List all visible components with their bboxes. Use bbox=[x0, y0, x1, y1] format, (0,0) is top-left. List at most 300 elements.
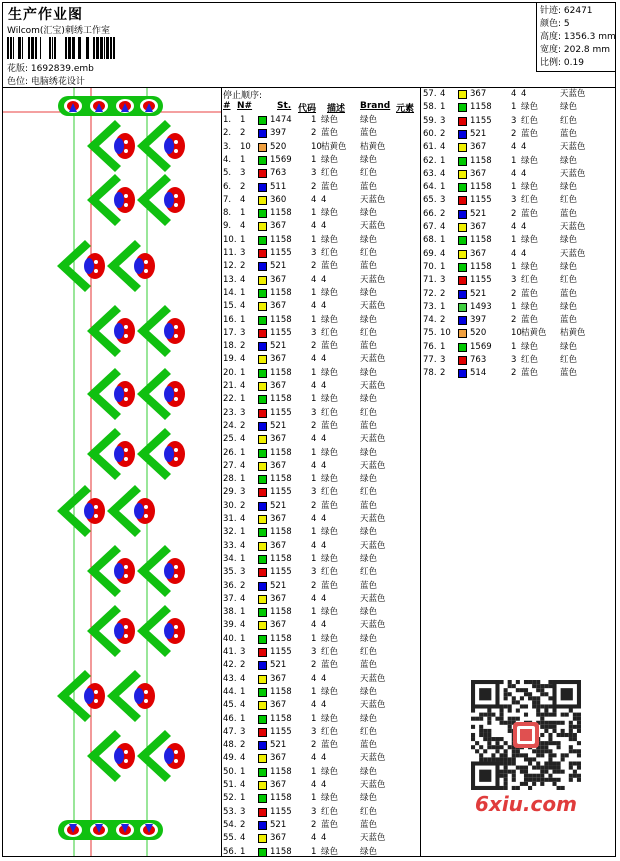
row-number: 24. bbox=[223, 420, 237, 431]
row-needle: 1 bbox=[440, 341, 446, 352]
color-swatch bbox=[458, 157, 467, 166]
row-code: 367 bbox=[270, 301, 287, 312]
color-swatch bbox=[258, 701, 267, 710]
color-swatch bbox=[258, 808, 267, 817]
table-row bbox=[223, 739, 417, 752]
color-swatch bbox=[258, 276, 267, 285]
row-code: 1158 bbox=[270, 527, 292, 538]
row-stitch: 1 bbox=[311, 793, 317, 804]
row-stitch: 1 bbox=[511, 102, 517, 113]
row-code: 1158 bbox=[270, 633, 292, 644]
color-swatch bbox=[258, 768, 267, 777]
row-number: 73. bbox=[423, 301, 437, 312]
row-desc: 4 bbox=[321, 540, 327, 551]
color-swatch bbox=[258, 635, 267, 644]
color-swatch bbox=[258, 728, 267, 737]
row-brand: 绿色 bbox=[560, 301, 578, 312]
header-desc: 描述 bbox=[327, 104, 346, 114]
table-row bbox=[223, 819, 417, 832]
table-row bbox=[223, 274, 417, 287]
table-row bbox=[223, 420, 417, 433]
row-brand: 天蓝色 bbox=[360, 514, 386, 524]
row-number: 52. bbox=[223, 793, 237, 804]
row-desc: 绿色 bbox=[321, 713, 339, 724]
table-row bbox=[223, 367, 417, 380]
row-number: 56. bbox=[223, 846, 237, 857]
row-stitch: 1 bbox=[311, 553, 317, 564]
row-desc: 红色 bbox=[321, 726, 339, 737]
row-desc: 4 bbox=[321, 460, 327, 471]
row-stitch: 3 bbox=[511, 115, 517, 126]
row-stitch: 4 bbox=[311, 381, 317, 391]
color-swatch bbox=[258, 422, 267, 431]
color-swatch bbox=[258, 555, 267, 564]
header-num: # bbox=[223, 101, 231, 111]
row-needle: 1 bbox=[440, 235, 446, 246]
row-brand: 绿色 bbox=[360, 766, 378, 777]
color-swatch bbox=[258, 169, 267, 178]
row-needle: 2 bbox=[240, 660, 246, 671]
table-row bbox=[423, 234, 617, 247]
row-needle: 1 bbox=[440, 182, 446, 193]
row-brand: 红色 bbox=[360, 567, 378, 578]
row-stitch: 4 bbox=[311, 460, 317, 471]
row-code: 1158 bbox=[270, 713, 292, 724]
color-swatch bbox=[258, 355, 267, 364]
header-st: St. bbox=[277, 101, 292, 111]
row-code: 367 bbox=[270, 673, 287, 684]
row-code: 397 bbox=[270, 128, 287, 139]
row-desc: 绿色 bbox=[321, 846, 339, 857]
row-stitch: 2 bbox=[311, 420, 317, 431]
row-brand: 天蓝色 bbox=[560, 222, 586, 232]
row-number: 55. bbox=[223, 833, 237, 844]
header-n: N# bbox=[237, 101, 253, 111]
row-number: 66. bbox=[423, 208, 437, 219]
row-brand: 蓝色 bbox=[360, 580, 378, 591]
row-brand: 红色 bbox=[560, 355, 578, 365]
row-stitch: 2 bbox=[511, 128, 517, 139]
row-needle: 2 bbox=[240, 819, 246, 830]
row-number: 25. bbox=[223, 434, 237, 445]
row-stitch: 4 bbox=[311, 620, 317, 631]
row-desc: 蓝色 bbox=[321, 500, 339, 511]
table-row bbox=[223, 114, 417, 127]
row-stitch: 4 bbox=[311, 194, 317, 205]
row-desc: 绿色 bbox=[321, 633, 339, 644]
row-brand: 绿色 bbox=[560, 155, 578, 166]
row-needle: 1 bbox=[240, 234, 246, 245]
row-desc: 红色 bbox=[521, 275, 539, 286]
row-stitch: 1 bbox=[511, 182, 517, 193]
row-number: 10. bbox=[223, 234, 237, 245]
row-brand: 天蓝色 bbox=[360, 301, 386, 312]
row-brand: 绿色 bbox=[560, 261, 578, 272]
color-swatch bbox=[258, 542, 267, 551]
row-number: 77. bbox=[423, 355, 437, 365]
row-number: 32. bbox=[223, 527, 237, 538]
row-code: 1493 bbox=[470, 301, 492, 312]
row-stitch: 3 bbox=[311, 248, 317, 258]
row-number: 5. bbox=[223, 168, 232, 179]
row-code: 1569 bbox=[470, 341, 492, 352]
color-swatch bbox=[258, 675, 267, 684]
row-needle: 4 bbox=[240, 301, 246, 312]
table-row bbox=[223, 553, 417, 566]
row-desc: 红色 bbox=[321, 248, 339, 258]
row-desc: 4 bbox=[521, 89, 527, 99]
row-brand: 红色 bbox=[560, 195, 578, 206]
table-row bbox=[223, 806, 417, 819]
page-title: 生产作业图 bbox=[8, 7, 83, 23]
row-code: 1158 bbox=[470, 182, 492, 193]
row-code: 514 bbox=[470, 368, 487, 379]
color-swatch bbox=[258, 116, 267, 125]
row-brand: 天蓝色 bbox=[360, 780, 386, 790]
row-desc: 蓝色 bbox=[521, 315, 539, 326]
table-row bbox=[223, 513, 417, 526]
row-desc: 4 bbox=[321, 673, 327, 684]
row-needle: 1 bbox=[240, 287, 246, 298]
row-brand: 绿色 bbox=[360, 527, 378, 538]
row-needle: 2 bbox=[240, 341, 246, 352]
table-row bbox=[423, 101, 617, 114]
row-needle: 1 bbox=[240, 367, 246, 378]
table-row bbox=[223, 699, 417, 712]
row-needle: 3 bbox=[240, 407, 246, 418]
color-swatch bbox=[258, 209, 267, 218]
row-number: 43. bbox=[223, 673, 237, 684]
row-code: 521 bbox=[270, 819, 287, 830]
color-position-label: 色位: 电脑绣花设计 bbox=[7, 77, 85, 87]
row-needle: 1 bbox=[240, 208, 246, 219]
row-brand: 天蓝色 bbox=[360, 753, 386, 764]
color-swatch bbox=[458, 329, 467, 338]
row-number: 13. bbox=[223, 274, 237, 285]
row-code: 367 bbox=[270, 620, 287, 631]
row-desc: 4 bbox=[321, 620, 327, 631]
row-stitch: 1 bbox=[511, 341, 517, 352]
row-brand: 蓝色 bbox=[560, 128, 578, 139]
row-code: 367 bbox=[470, 222, 487, 232]
color-swatch bbox=[258, 183, 267, 192]
row-brand: 绿色 bbox=[360, 367, 378, 378]
row-needle: 4 bbox=[440, 142, 446, 153]
row-code: 367 bbox=[470, 89, 487, 99]
table-row bbox=[223, 127, 417, 140]
row-code: 1155 bbox=[470, 115, 492, 126]
row-stitch: 4 bbox=[311, 540, 317, 551]
row-number: 46. bbox=[223, 713, 237, 724]
color-swatch bbox=[458, 210, 467, 219]
row-desc: 绿色 bbox=[321, 394, 339, 405]
row-code: 521 bbox=[270, 500, 287, 511]
row-code: 1155 bbox=[270, 567, 292, 578]
row-number: 7. bbox=[223, 194, 232, 205]
row-needle: 1 bbox=[440, 261, 446, 272]
table-row bbox=[223, 300, 417, 313]
row-brand: 绿色 bbox=[360, 287, 378, 298]
row-stitch: 1 bbox=[311, 115, 317, 125]
row-stitch: 2 bbox=[511, 208, 517, 219]
row-brand: 绿色 bbox=[360, 846, 378, 857]
color-swatch bbox=[258, 661, 267, 670]
row-stitch: 1 bbox=[311, 607, 317, 618]
row-stitch: 1 bbox=[311, 686, 317, 697]
row-needle: 2 bbox=[240, 128, 246, 139]
row-code: 1158 bbox=[270, 208, 292, 219]
row-stitch: 3 bbox=[311, 327, 317, 338]
table-row bbox=[223, 526, 417, 539]
row-number: 54. bbox=[223, 819, 237, 830]
row-number: 42. bbox=[223, 660, 237, 671]
row-desc: 蓝色 bbox=[321, 660, 339, 671]
row-stitch: 1 bbox=[311, 367, 317, 378]
table-row bbox=[423, 354, 617, 367]
row-stitch: 2 bbox=[511, 368, 517, 379]
row-needle: 3 bbox=[240, 647, 246, 657]
row-brand: 绿色 bbox=[360, 154, 378, 165]
row-stitch: 4 bbox=[311, 354, 317, 365]
row-code: 367 bbox=[270, 221, 287, 232]
row-brand: 蓝色 bbox=[360, 819, 378, 830]
color-swatch bbox=[458, 143, 467, 152]
row-desc: 绿色 bbox=[321, 447, 339, 458]
row-needle: 4 bbox=[240, 753, 246, 764]
table-row bbox=[223, 566, 417, 579]
row-brand: 蓝色 bbox=[560, 368, 578, 379]
color-swatch bbox=[458, 263, 467, 272]
row-needle: 1 bbox=[240, 793, 246, 804]
table-row bbox=[423, 314, 617, 327]
row-code: 367 bbox=[270, 700, 287, 711]
row-brand: 绿色 bbox=[360, 713, 378, 724]
row-desc: 4 bbox=[321, 221, 327, 232]
color-swatch bbox=[258, 834, 267, 843]
row-number: 35. bbox=[223, 567, 237, 578]
table-row bbox=[423, 248, 617, 261]
row-stitch: 1 bbox=[311, 846, 317, 857]
color-swatch bbox=[258, 475, 267, 484]
row-needle: 2 bbox=[240, 500, 246, 511]
color-swatch bbox=[458, 236, 467, 245]
row-desc: 红色 bbox=[321, 647, 339, 657]
row-desc: 绿色 bbox=[321, 527, 339, 538]
row-code: 1158 bbox=[270, 766, 292, 777]
row-desc: 4 bbox=[521, 168, 527, 179]
row-stitch: 4 bbox=[311, 514, 317, 524]
row-number: 36. bbox=[223, 580, 237, 591]
row-number: 45. bbox=[223, 700, 237, 711]
row-code: 1158 bbox=[470, 261, 492, 272]
row-brand: 绿色 bbox=[360, 553, 378, 564]
row-brand: 红色 bbox=[360, 647, 378, 657]
row-number: 21. bbox=[223, 381, 237, 391]
row-needle: 3 bbox=[240, 726, 246, 737]
row-desc: 绿色 bbox=[521, 301, 539, 312]
row-code: 1158 bbox=[270, 474, 292, 485]
row-brand: 天蓝色 bbox=[360, 673, 386, 684]
row-number: 48. bbox=[223, 740, 237, 751]
row-number: 57. bbox=[423, 89, 437, 99]
row-number: 49. bbox=[223, 753, 237, 764]
row-number: 68. bbox=[423, 235, 437, 246]
row-brand: 蓝色 bbox=[560, 288, 578, 299]
color-count: 颜色: 5 bbox=[540, 19, 570, 29]
color-swatch bbox=[458, 290, 467, 299]
row-needle: 3 bbox=[440, 355, 446, 365]
row-number: 9. bbox=[223, 221, 232, 232]
row-stitch: 2 bbox=[511, 315, 517, 326]
row-desc: 蓝色 bbox=[521, 288, 539, 299]
row-brand: 蓝色 bbox=[360, 740, 378, 751]
row-desc: 绿色 bbox=[521, 182, 539, 193]
row-desc: 绿色 bbox=[321, 208, 339, 219]
row-stitch: 3 bbox=[511, 355, 517, 365]
row-needle: 4 bbox=[240, 540, 246, 551]
color-swatch bbox=[458, 343, 467, 352]
row-desc: 绿色 bbox=[521, 155, 539, 166]
row-stitch: 2 bbox=[311, 341, 317, 352]
row-needle: 1 bbox=[240, 447, 246, 458]
row-desc: 4 bbox=[321, 194, 327, 205]
row-needle: 2 bbox=[240, 580, 246, 591]
color-swatch bbox=[458, 356, 467, 365]
row-desc: 绿色 bbox=[521, 235, 539, 246]
header-elem: 元素 bbox=[396, 104, 415, 114]
row-code: 367 bbox=[470, 168, 487, 179]
row-desc: 4 bbox=[321, 274, 327, 285]
row-desc: 红色 bbox=[321, 567, 339, 578]
row-code: 367 bbox=[470, 142, 487, 153]
row-desc: 4 bbox=[321, 833, 327, 844]
table-row bbox=[223, 846, 417, 859]
row-needle: 1 bbox=[240, 713, 246, 724]
table-row bbox=[423, 181, 617, 194]
row-brand: 蓝色 bbox=[560, 315, 578, 326]
row-stitch: 10 bbox=[511, 328, 522, 339]
row-needle: 1 bbox=[240, 527, 246, 538]
row-desc: 绿色 bbox=[321, 553, 339, 564]
row-number: 63. bbox=[423, 168, 437, 179]
table-row bbox=[223, 340, 417, 353]
table-row bbox=[223, 580, 417, 593]
color-swatch bbox=[258, 595, 267, 604]
row-number: 41. bbox=[223, 647, 237, 657]
row-desc: 4 bbox=[321, 381, 327, 391]
row-number: 67. bbox=[423, 222, 437, 232]
row-stitch: 1 bbox=[311, 287, 317, 298]
color-swatch bbox=[258, 821, 267, 830]
row-number: 12. bbox=[223, 261, 237, 272]
table-row bbox=[423, 88, 617, 101]
table-row bbox=[423, 221, 617, 234]
table-row bbox=[223, 393, 417, 406]
color-swatch bbox=[258, 196, 267, 205]
row-number: 72. bbox=[423, 288, 437, 299]
color-swatch bbox=[458, 223, 467, 232]
row-desc: 蓝色 bbox=[321, 181, 339, 192]
row-number: 2. bbox=[223, 128, 232, 139]
row-number: 37. bbox=[223, 593, 237, 604]
row-stitch: 3 bbox=[311, 567, 317, 578]
row-brand: 蓝色 bbox=[360, 500, 378, 511]
row-needle: 1 bbox=[440, 155, 446, 166]
row-stitch: 1 bbox=[311, 633, 317, 644]
row-desc: 蓝色 bbox=[321, 420, 339, 431]
row-code: 1569 bbox=[270, 154, 292, 165]
row-brand: 绿色 bbox=[360, 686, 378, 697]
row-code: 1158 bbox=[470, 102, 492, 113]
row-needle: 1 bbox=[240, 474, 246, 485]
row-number: 76. bbox=[423, 341, 437, 352]
table-row bbox=[423, 115, 617, 128]
row-desc: 绿色 bbox=[521, 102, 539, 113]
row-needle: 2 bbox=[440, 208, 446, 219]
row-brand: 天蓝色 bbox=[360, 274, 386, 285]
row-needle: 2 bbox=[440, 315, 446, 326]
color-swatch bbox=[458, 103, 467, 112]
row-number: 44. bbox=[223, 686, 237, 697]
table-row bbox=[223, 593, 417, 606]
row-stitch: 1 bbox=[311, 314, 317, 325]
row-number: 74. bbox=[423, 315, 437, 326]
table-row bbox=[223, 779, 417, 792]
row-desc: 绿色 bbox=[321, 607, 339, 618]
row-number: 20. bbox=[223, 367, 237, 378]
row-brand: 红色 bbox=[560, 275, 578, 286]
row-code: 763 bbox=[470, 355, 487, 365]
table-row bbox=[223, 433, 417, 446]
row-needle: 1 bbox=[240, 154, 246, 165]
header-code: 代码 bbox=[298, 104, 317, 114]
row-stitch: 2 bbox=[311, 181, 317, 192]
row-number: 38. bbox=[223, 607, 237, 618]
table-row bbox=[223, 167, 417, 180]
color-swatch bbox=[258, 236, 267, 245]
color-swatch bbox=[258, 249, 267, 258]
row-code: 1158 bbox=[470, 155, 492, 166]
row-code: 1155 bbox=[270, 327, 292, 338]
color-swatch bbox=[258, 409, 267, 418]
row-number: 34. bbox=[223, 553, 237, 564]
row-needle: 3 bbox=[240, 487, 246, 498]
row-brand: 红色 bbox=[360, 407, 378, 418]
row-code: 521 bbox=[270, 740, 287, 751]
row-desc: 红色 bbox=[521, 355, 539, 365]
row-needle: 4 bbox=[240, 221, 246, 232]
row-code: 521 bbox=[270, 420, 287, 431]
row-number: 8. bbox=[223, 208, 232, 219]
row-brand: 蓝色 bbox=[360, 261, 378, 272]
row-desc: 蓝色 bbox=[521, 368, 539, 379]
row-needle: 3 bbox=[240, 567, 246, 578]
row-number: 65. bbox=[423, 195, 437, 206]
row-needle: 3 bbox=[440, 195, 446, 206]
table-row bbox=[423, 194, 617, 207]
row-brand: 天蓝色 bbox=[560, 168, 586, 179]
row-number: 26. bbox=[223, 447, 237, 458]
row-code: 521 bbox=[270, 580, 287, 591]
row-brand: 蓝色 bbox=[560, 208, 578, 219]
row-stitch: 2 bbox=[311, 819, 317, 830]
table-row bbox=[423, 168, 617, 181]
row-number: 6. bbox=[223, 181, 232, 192]
table-row bbox=[223, 141, 417, 154]
row-code: 521 bbox=[470, 208, 487, 219]
design-info-box bbox=[536, 3, 616, 72]
table-row bbox=[223, 473, 417, 486]
